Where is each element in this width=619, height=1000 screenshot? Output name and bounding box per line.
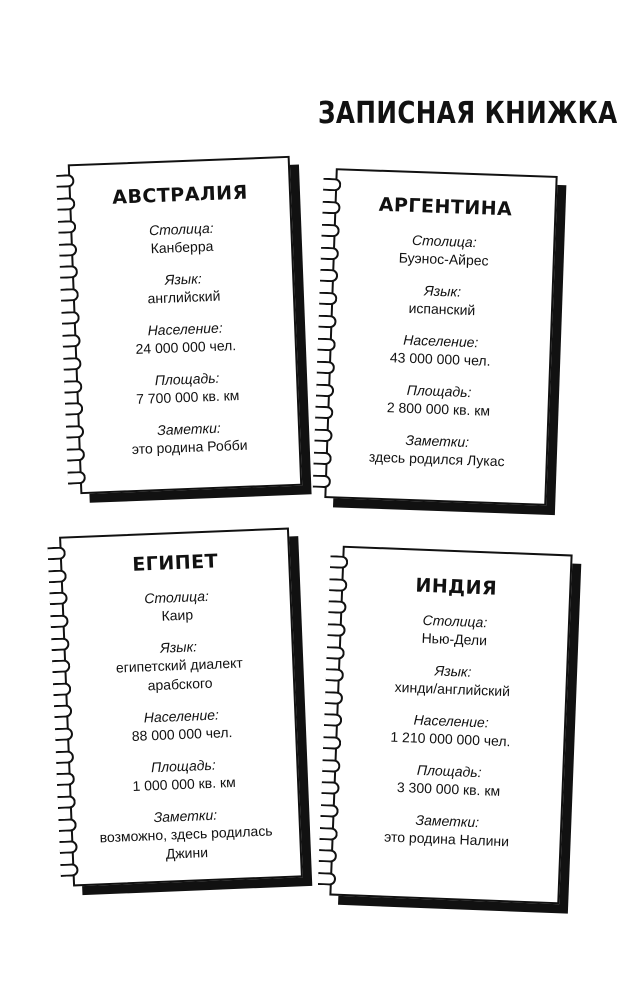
population-field (331, 328, 550, 373)
capital-value: Буэнос-Айрес (398, 249, 489, 269)
notes-label: Заметки: (415, 811, 480, 831)
language-field (74, 266, 293, 311)
area-value: 3 300 000 кв. км (396, 778, 501, 799)
country-name: ИНДИЯ (415, 574, 498, 600)
language-field (333, 278, 552, 323)
area-field (70, 752, 297, 798)
country-name: АВСТРАЛИЯ (111, 181, 249, 209)
population-value: 43 000 000 чел. (389, 349, 491, 369)
language-label: Язык: (423, 282, 462, 300)
population-value: 24 000 000 чел. (135, 337, 237, 357)
capital-field (341, 608, 568, 654)
notes-label: Заметки: (156, 419, 222, 439)
language-value: хинди/английский (394, 678, 511, 700)
notebook-card (68, 156, 303, 494)
card-india (329, 546, 572, 905)
capital-field (72, 216, 291, 261)
capital-value: Нью-Дели (421, 629, 488, 649)
population-field (68, 702, 295, 748)
area-field (329, 378, 548, 423)
language-field (65, 634, 293, 699)
capital-label: Столица: (411, 231, 477, 251)
card-egypt (59, 528, 303, 887)
area-value: 1 000 000 кв. км (132, 773, 236, 795)
page-title: ЗАПИСНАЯ КНИЖКА (318, 96, 618, 131)
notes-field (333, 808, 560, 854)
country-name: АРГЕНТИНА (378, 193, 513, 221)
notebook-card (324, 168, 557, 506)
population-value: 88 000 000 чел. (131, 723, 233, 744)
notes-field (80, 416, 299, 461)
area-label: Площадь: (416, 761, 482, 781)
population-field (76, 316, 295, 361)
language-label: Язык: (159, 638, 198, 656)
notes-label: Заметки: (405, 431, 470, 451)
language-field (339, 658, 566, 704)
notebook-card (59, 528, 303, 887)
notebook-card (329, 546, 572, 905)
notes-field (327, 428, 546, 473)
area-label: Площадь: (150, 756, 217, 776)
capital-field (334, 228, 553, 273)
notes-value: это родина Робби (131, 436, 248, 458)
notes-value: здесь родился Лукас (368, 448, 505, 470)
capital-label: Столица: (148, 219, 214, 239)
language-label: Язык: (164, 270, 202, 288)
notes-value: это родина Налини (383, 828, 510, 850)
language-label: Язык: (434, 662, 472, 680)
card-australia (68, 156, 303, 494)
area-label: Площадь: (154, 369, 220, 389)
area-field (335, 758, 562, 804)
capital-field (63, 584, 290, 630)
capital-label: Столица: (422, 611, 488, 631)
area-label: Площадь: (406, 381, 472, 401)
language-value: египетский диалект арабского (115, 654, 244, 694)
language-value: английский (147, 287, 221, 307)
area-field (78, 366, 297, 411)
population-value: 1 210 000 000 чел. (390, 728, 511, 750)
notes-label: Заметки: (153, 806, 218, 826)
population-label: Население: (143, 706, 220, 726)
notes-value: возможно, здесь родилась Джини (99, 822, 273, 862)
area-value: 2 800 000 кв. км (386, 399, 491, 419)
notes-field (72, 802, 300, 867)
language-value: испанский (408, 299, 476, 319)
capital-value: Канберра (150, 237, 214, 257)
population-label: Население: (147, 319, 223, 339)
population-field (337, 708, 564, 754)
country-name: ЕГИПЕТ (131, 550, 219, 576)
card-argentina (324, 168, 557, 506)
area-value: 7 700 000 кв. км (135, 386, 240, 407)
population-label: Население: (403, 331, 479, 351)
population-label: Население: (413, 711, 489, 731)
capital-value: Каир (161, 606, 194, 624)
capital-label: Столица: (143, 587, 210, 607)
